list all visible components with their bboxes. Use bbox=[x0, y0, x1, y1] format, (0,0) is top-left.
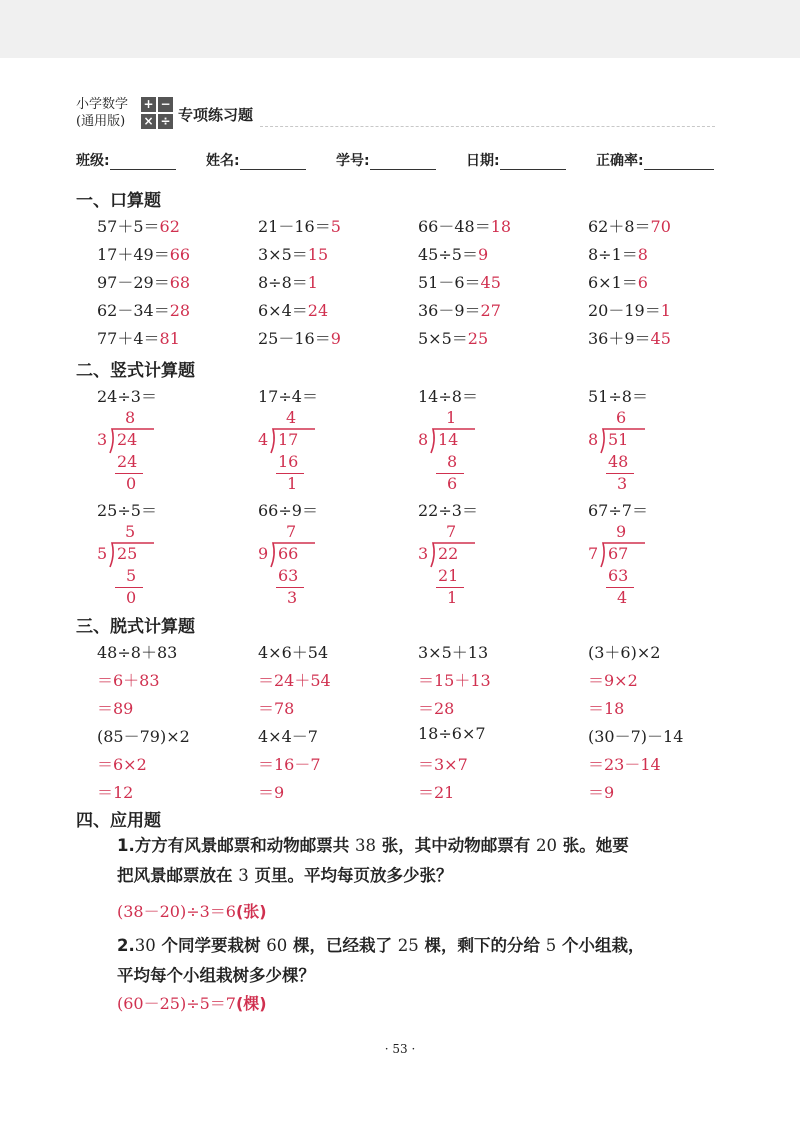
quotient: 5 bbox=[125, 522, 136, 541]
remainder: 4 bbox=[617, 588, 628, 607]
class-label: 班级: bbox=[76, 153, 110, 169]
operator-icons bbox=[141, 97, 175, 131]
word-problem-2-answer bbox=[117, 991, 267, 1014]
oral-expression: 5×5＝ bbox=[418, 329, 468, 348]
word-problem-1-line-2 bbox=[117, 861, 629, 891]
oral-problem bbox=[258, 326, 341, 349]
oral-problem bbox=[97, 270, 190, 293]
divisor: 8 bbox=[588, 430, 599, 449]
long-division bbox=[97, 522, 157, 622]
division-expression: 66÷9＝ bbox=[258, 501, 318, 520]
quotient: 9 bbox=[616, 522, 627, 541]
stepwise-step: ＝9×2 bbox=[588, 671, 638, 690]
remainder: 0 bbox=[126, 588, 137, 607]
oral-expression: 77＋4＝ bbox=[97, 329, 160, 348]
answer-expression: (60－25)÷5＝7 bbox=[117, 994, 236, 1013]
oral-answer: 45 bbox=[650, 329, 671, 348]
long-division bbox=[258, 522, 318, 622]
answer-unit: (棵) bbox=[235, 994, 267, 1013]
date-blank[interactable] bbox=[500, 155, 566, 170]
quotient: 1 bbox=[446, 408, 457, 427]
oral-answer: 45 bbox=[480, 273, 501, 292]
division-expression: 22÷3＝ bbox=[418, 501, 478, 520]
divisor: 3 bbox=[418, 544, 429, 563]
dividend: 67 bbox=[608, 544, 629, 563]
problem-text: 把风景邮票放在 bbox=[117, 866, 239, 885]
stepwise-step: ＝23－14 bbox=[588, 755, 661, 774]
oral-problem bbox=[258, 214, 341, 237]
oral-problem bbox=[258, 242, 328, 265]
stepwise-expression: 4×4－7 bbox=[258, 727, 318, 746]
oral-answer: 18 bbox=[490, 217, 512, 236]
name-field[interactable] bbox=[206, 150, 306, 170]
problem-text: 个小组栽， bbox=[556, 936, 645, 955]
stepwise-expression: 18÷6×7 bbox=[418, 724, 486, 743]
dividend: 24 bbox=[117, 430, 138, 449]
problem-number: 3 bbox=[238, 866, 249, 885]
student-id-field[interactable] bbox=[336, 150, 436, 170]
long-division bbox=[418, 408, 478, 508]
remainder: 3 bbox=[617, 474, 628, 493]
answer-unit: (张) bbox=[235, 902, 267, 921]
division-expression: 17÷4＝ bbox=[258, 387, 318, 406]
quotient: 7 bbox=[446, 522, 457, 541]
dividend: 25 bbox=[117, 544, 138, 563]
series-label bbox=[76, 96, 128, 130]
stepwise-step: ＝21 bbox=[418, 783, 455, 802]
oral-problem bbox=[418, 242, 488, 265]
oral-problem bbox=[418, 270, 501, 293]
oral-problem bbox=[588, 214, 671, 237]
oral-answer: 1 bbox=[660, 301, 671, 320]
quotient: 6 bbox=[616, 408, 627, 427]
oral-expression: 36＋9＝ bbox=[588, 329, 651, 348]
stepwise-expression: 48÷8＋83 bbox=[97, 643, 178, 662]
oral-answer: 6 bbox=[637, 273, 648, 292]
series-line-1: 小学数学 bbox=[76, 97, 129, 112]
dividend: 14 bbox=[438, 430, 459, 449]
name-label: 姓名: bbox=[206, 153, 240, 169]
dividend: 17 bbox=[278, 430, 299, 449]
remainder: 0 bbox=[126, 474, 137, 493]
oral-expression: 25－16＝ bbox=[258, 329, 331, 348]
word-problem-2-line-2 bbox=[117, 961, 645, 991]
quotient: 4 bbox=[286, 408, 297, 427]
oral-problem bbox=[588, 270, 648, 293]
remainder: 1 bbox=[447, 588, 458, 607]
word-problem-1-line-1 bbox=[117, 831, 629, 861]
long-division bbox=[418, 522, 478, 622]
oral-problem bbox=[418, 298, 501, 321]
word-problem-1 bbox=[117, 831, 629, 891]
stepwise-step: ＝9 bbox=[258, 783, 285, 802]
class-blank[interactable] bbox=[110, 155, 176, 170]
divisor: 8 bbox=[418, 430, 429, 449]
student-id-label: 学号: bbox=[336, 153, 370, 169]
oral-answer: 62 bbox=[159, 217, 180, 236]
dividend: 66 bbox=[278, 544, 299, 563]
problem-text: 张，其中动物邮票有 bbox=[376, 836, 536, 855]
dividend: 22 bbox=[438, 544, 459, 563]
oral-expression: 51－6＝ bbox=[418, 273, 481, 292]
problem-text: 张。她要 bbox=[557, 836, 629, 855]
oral-answer: 70 bbox=[650, 217, 671, 236]
problem-text: 2. bbox=[117, 936, 135, 955]
oral-answer: 8 bbox=[637, 245, 648, 264]
oral-problem bbox=[258, 298, 328, 321]
word-problem-2-line-1 bbox=[117, 931, 645, 961]
product: 63 bbox=[278, 566, 299, 585]
minus-icon: − bbox=[158, 97, 173, 112]
stepwise-expression: (3＋6)×2 bbox=[588, 643, 661, 662]
accuracy-label: 正确率: bbox=[596, 153, 644, 169]
product: 63 bbox=[608, 566, 629, 585]
product: 5 bbox=[126, 566, 137, 585]
division-expression: 24÷3＝ bbox=[97, 387, 157, 406]
stepwise-expression: 3×5＋13 bbox=[418, 643, 489, 662]
date-field[interactable] bbox=[466, 150, 566, 170]
stepwise-step: ＝89 bbox=[97, 699, 134, 718]
oral-expression: 21－16＝ bbox=[258, 217, 331, 236]
section-stepwise-heading: 三、脱式计算题 bbox=[76, 617, 195, 637]
long-division bbox=[588, 522, 648, 622]
divisor: 5 bbox=[97, 544, 108, 563]
date-label: 日期: bbox=[466, 153, 500, 169]
product: 48 bbox=[608, 452, 629, 471]
oral-expression: 20－19＝ bbox=[588, 301, 661, 320]
problem-text: 棵，剩下的分给 bbox=[418, 936, 546, 955]
word-problem-1-answer bbox=[117, 899, 267, 922]
section-oral-heading: 一、口算题 bbox=[76, 191, 161, 211]
oral-expression: 62＋8＝ bbox=[588, 217, 651, 236]
divisor: 4 bbox=[258, 430, 269, 449]
oral-expression: 8÷8＝ bbox=[258, 273, 308, 292]
oral-answer: 27 bbox=[480, 301, 501, 320]
oral-expression: 36－9＝ bbox=[418, 301, 481, 320]
oral-answer: 9 bbox=[330, 329, 341, 348]
divide-icon: ÷ bbox=[158, 114, 173, 129]
stepwise-step: ＝9 bbox=[588, 783, 615, 802]
problem-number: 30 bbox=[134, 936, 156, 955]
remainder: 1 bbox=[287, 474, 298, 493]
division-expression: 25÷5＝ bbox=[97, 501, 157, 520]
product: 24 bbox=[117, 452, 138, 471]
problem-text: 1.方方有风景邮票和动物邮票共 bbox=[117, 836, 355, 855]
stepwise-step: ＝6×2 bbox=[97, 755, 147, 774]
divisor: 3 bbox=[97, 430, 108, 449]
long-division bbox=[258, 408, 318, 508]
oral-problem bbox=[97, 214, 180, 237]
stepwise-step: ＝28 bbox=[418, 699, 455, 718]
oral-expression: 66－48＝ bbox=[418, 217, 491, 236]
top-gray-band bbox=[0, 0, 800, 58]
accuracy-field[interactable] bbox=[596, 150, 714, 170]
oral-answer: 81 bbox=[159, 329, 180, 348]
worksheet-title: 专项练习题 bbox=[178, 106, 254, 124]
product: 16 bbox=[278, 452, 299, 471]
stepwise-step: ＝24＋54 bbox=[258, 671, 331, 690]
divisor: 7 bbox=[588, 544, 599, 563]
stepwise-step: ＝18 bbox=[588, 699, 625, 718]
stepwise-step: ＝15＋13 bbox=[418, 671, 491, 690]
problem-text: 平均每个小组栽树多少棵？ bbox=[117, 966, 315, 985]
page-number: · 53 · bbox=[384, 1042, 416, 1056]
name-blank[interactable] bbox=[240, 155, 306, 170]
class-field[interactable] bbox=[76, 150, 176, 170]
problem-text: 棵，已经栽了 bbox=[287, 936, 398, 955]
stepwise-expression: 4×6＋54 bbox=[258, 643, 329, 662]
dividend: 51 bbox=[608, 430, 629, 449]
remainder: 6 bbox=[447, 474, 458, 493]
oral-problem bbox=[588, 242, 648, 265]
oral-answer: 68 bbox=[169, 273, 191, 292]
oral-expression: 8÷1＝ bbox=[588, 245, 638, 264]
header-dotted-rule bbox=[260, 126, 715, 127]
product: 8 bbox=[447, 452, 458, 471]
division-expression: 51÷8＝ bbox=[588, 387, 648, 406]
quotient: 8 bbox=[125, 408, 136, 427]
oral-answer: 25 bbox=[467, 329, 489, 348]
plus-icon: + bbox=[141, 97, 156, 112]
oral-expression: 62－34＝ bbox=[97, 301, 170, 320]
oral-problem bbox=[97, 242, 190, 265]
accuracy-blank[interactable] bbox=[644, 155, 714, 170]
problem-number: 60 bbox=[266, 936, 288, 955]
series-line-2: (通用版) bbox=[76, 114, 126, 129]
oral-problem bbox=[588, 326, 671, 349]
oral-answer: 28 bbox=[169, 301, 191, 320]
problem-text: 个同学要栽树 bbox=[155, 936, 267, 955]
stepwise-expression: (85－79)×2 bbox=[97, 727, 190, 746]
remainder: 3 bbox=[287, 588, 298, 607]
oral-answer: 9 bbox=[477, 245, 489, 264]
oral-problem bbox=[418, 326, 488, 349]
long-division bbox=[588, 408, 648, 508]
stepwise-step: ＝12 bbox=[97, 783, 134, 802]
oral-problem bbox=[97, 298, 190, 321]
oral-expression: 57＋5＝ bbox=[97, 217, 160, 236]
oral-expression: 6×1＝ bbox=[588, 273, 638, 292]
problem-number: 5 bbox=[545, 936, 557, 955]
problem-text: 页里。平均每页放多少张？ bbox=[248, 866, 453, 885]
student-id-blank[interactable] bbox=[370, 155, 436, 170]
oral-answer: 1 bbox=[307, 273, 318, 292]
stepwise-step: ＝6＋83 bbox=[97, 671, 160, 690]
oral-problem bbox=[97, 326, 180, 349]
stepwise-step: ＝3×7 bbox=[418, 755, 468, 774]
product: 21 bbox=[438, 566, 459, 585]
divisor: 9 bbox=[258, 544, 269, 563]
problem-number: 25 bbox=[397, 936, 419, 955]
oral-expression: 17＋49＝ bbox=[97, 245, 170, 264]
problem-number: 20 bbox=[536, 836, 557, 855]
oral-answer: 5 bbox=[330, 217, 341, 236]
section-vertical-heading: 二、竖式计算题 bbox=[76, 361, 195, 381]
oral-answer: 24 bbox=[307, 301, 329, 320]
oral-problem bbox=[418, 214, 511, 237]
oral-problem bbox=[588, 298, 671, 321]
stepwise-step: ＝16－7 bbox=[258, 755, 321, 774]
long-division bbox=[97, 408, 157, 508]
division-expression: 14÷8＝ bbox=[418, 387, 478, 406]
oral-answer: 66 bbox=[169, 245, 191, 264]
quotient: 7 bbox=[286, 522, 297, 541]
oral-expression: 3×5＝ bbox=[258, 245, 308, 264]
section-word-heading: 四、应用题 bbox=[76, 811, 161, 831]
stepwise-expression: (30－7)－14 bbox=[588, 727, 684, 746]
oral-expression: 45÷5＝ bbox=[418, 245, 478, 264]
division-expression: 67÷7＝ bbox=[588, 501, 648, 520]
oral-expression: 6×4＝ bbox=[258, 301, 308, 320]
times-icon: × bbox=[141, 114, 156, 129]
word-problem-2 bbox=[117, 931, 645, 991]
answer-expression: (38－20)÷3＝6 bbox=[117, 902, 236, 921]
stepwise-step: ＝78 bbox=[258, 699, 295, 718]
oral-expression: 97－29＝ bbox=[97, 273, 170, 292]
oral-answer: 15 bbox=[307, 245, 329, 264]
problem-number: 38 bbox=[355, 836, 376, 855]
oral-problem bbox=[258, 270, 318, 293]
